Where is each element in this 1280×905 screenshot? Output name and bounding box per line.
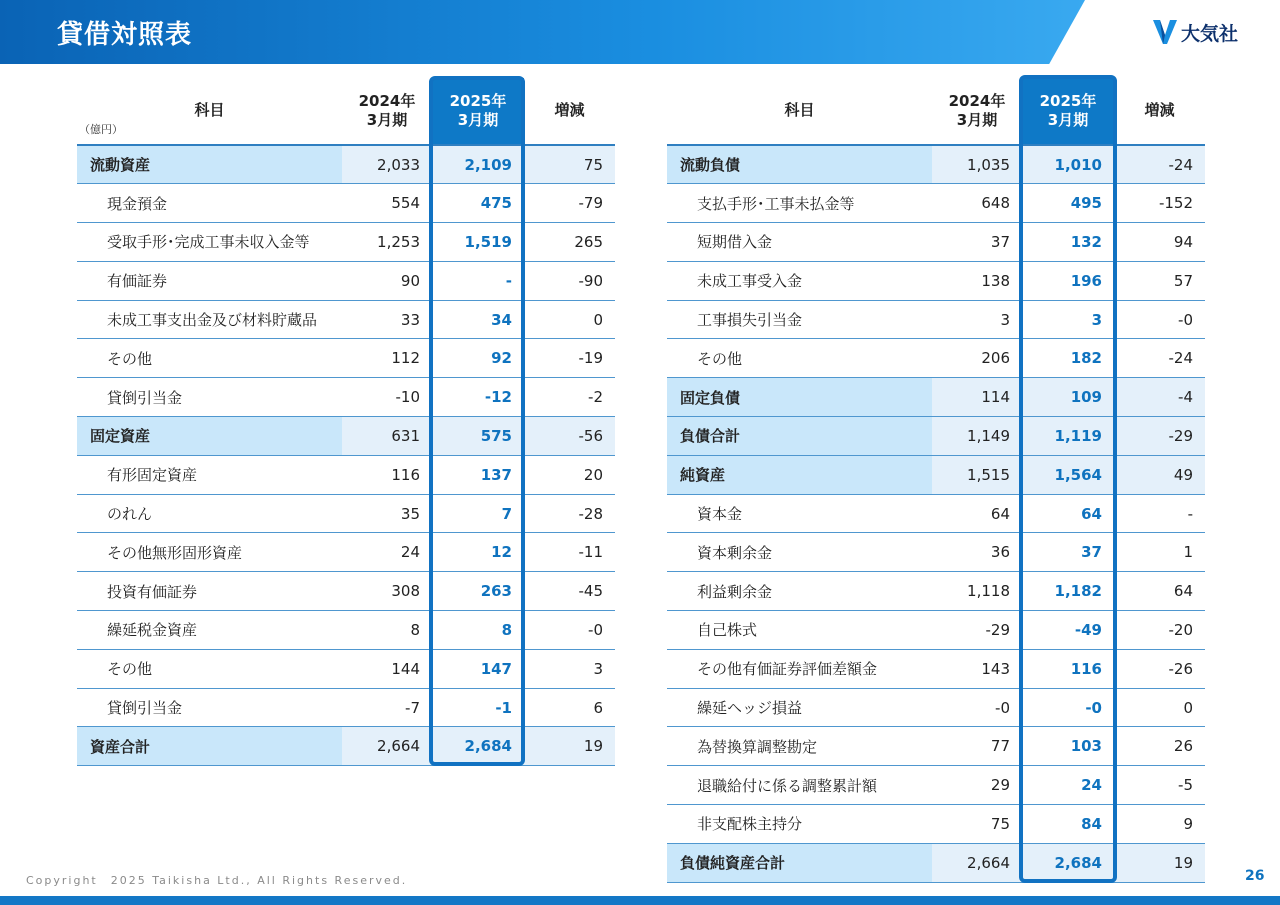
row-label: 繰延税金資産 (77, 611, 342, 650)
row-value-prev: 112 (342, 339, 432, 378)
row-value-prev: -10 (342, 378, 432, 417)
table-row-section (667, 145, 1205, 184)
row-label: 貸倒引当金 (77, 378, 342, 417)
row-value-cur: 64 (1022, 494, 1114, 533)
column-header-cur: 2025年 3月期 (432, 78, 524, 145)
row-value-diff: -152 (1114, 184, 1205, 223)
logo-mark-icon (1152, 18, 1178, 46)
row-value-diff: 9 (1114, 805, 1205, 844)
row-value-cur: 8 (432, 611, 524, 650)
row-value-cur: 109 (1022, 378, 1114, 417)
table-row (667, 184, 1205, 223)
row-value-prev: 33 (342, 300, 432, 339)
row-value-diff: -19 (524, 339, 615, 378)
table-row (667, 572, 1205, 611)
row-value-cur: 34 (432, 300, 524, 339)
row-value-prev: 24 (342, 533, 432, 572)
row-value-cur: 1,519 (432, 223, 524, 262)
row-label: その他無形固形資産 (77, 533, 342, 572)
row-value-cur: 196 (1022, 261, 1114, 300)
row-value-cur: 575 (432, 417, 524, 456)
table-row-section (667, 455, 1205, 494)
row-label: 利益剰余金 (667, 572, 932, 611)
row-label: 工事損失引当金 (667, 300, 932, 339)
row-label: 負債純資産合計 (667, 843, 932, 882)
row-value-prev: 1,149 (932, 417, 1022, 456)
row-value-diff: 94 (1114, 223, 1205, 262)
row-label: その他 (77, 339, 342, 378)
row-value-cur: -1 (432, 688, 524, 727)
row-value-diff: - (1114, 494, 1205, 533)
row-value-diff: -24 (1114, 339, 1205, 378)
row-value-cur: 2,684 (432, 727, 524, 766)
row-label: その他 (667, 339, 932, 378)
row-label: 純資産 (667, 455, 932, 494)
row-value-diff: -28 (524, 494, 615, 533)
table-row (77, 688, 615, 727)
row-value-cur: 147 (432, 649, 524, 688)
table-row (667, 300, 1205, 339)
row-value-prev: 75 (932, 805, 1022, 844)
row-value-cur: 1,010 (1022, 145, 1114, 184)
slide-header (0, 0, 1280, 64)
row-value-diff: 1 (1114, 533, 1205, 572)
table-row-section (77, 145, 615, 184)
page-title: 貸借対照表 (57, 20, 193, 50)
row-label: 未成工事支出金及び材料貯蔵品 (77, 300, 342, 339)
row-value-diff: -0 (1114, 300, 1205, 339)
row-value-cur: 1,119 (1022, 417, 1114, 456)
row-value-diff: 6 (524, 688, 615, 727)
row-value-diff: -11 (524, 533, 615, 572)
row-value-prev: 64 (932, 494, 1022, 533)
row-label: 現金預金 (77, 184, 342, 223)
row-label: 資本金 (667, 494, 932, 533)
table-row (77, 455, 615, 494)
row-value-prev: -29 (932, 611, 1022, 650)
row-value-cur: 7 (432, 494, 524, 533)
table-row (77, 533, 615, 572)
row-value-prev: 8 (342, 611, 432, 650)
row-value-diff: -56 (524, 417, 615, 456)
table-row (667, 339, 1205, 378)
unit-label: （億円） (79, 122, 123, 136)
company-logo (1152, 18, 1238, 46)
logo-text: 大気社 (1181, 22, 1239, 45)
row-value-prev: 1,035 (932, 145, 1022, 184)
table-row (77, 494, 615, 533)
row-value-prev: 3 (932, 300, 1022, 339)
row-value-prev: -0 (932, 688, 1022, 727)
row-label: 流動資産 (77, 145, 342, 184)
row-value-diff: 49 (1114, 455, 1205, 494)
row-value-diff: 26 (1114, 727, 1205, 766)
row-value-prev: 37 (932, 223, 1022, 262)
row-value-cur: -0 (1022, 688, 1114, 727)
row-label: 貸倒引当金 (77, 688, 342, 727)
row-label: 固定資産 (77, 417, 342, 456)
row-value-diff: 19 (524, 727, 615, 766)
row-label: 受取手形･完成工事未収入金等 (77, 223, 342, 262)
table-header-row (77, 78, 615, 145)
row-label: 未成工事受入金 (667, 261, 932, 300)
row-value-prev: 36 (932, 533, 1022, 572)
row-value-prev: -7 (342, 688, 432, 727)
row-value-diff: 19 (1114, 843, 1205, 882)
row-value-diff: 75 (524, 145, 615, 184)
row-value-prev: 143 (932, 649, 1022, 688)
row-value-prev: 1,118 (932, 572, 1022, 611)
row-value-diff: -0 (524, 611, 615, 650)
row-value-diff: -5 (1114, 766, 1205, 805)
row-label: 固定負債 (667, 378, 932, 417)
row-value-cur: -12 (432, 378, 524, 417)
row-value-diff: 3 (524, 649, 615, 688)
table-row (77, 378, 615, 417)
row-value-diff: 64 (1114, 572, 1205, 611)
row-label: 自己株式 (667, 611, 932, 650)
row-label: 資産合計 (77, 727, 342, 766)
row-value-diff: 265 (524, 223, 615, 262)
table-row (667, 223, 1205, 262)
row-value-prev: 138 (932, 261, 1022, 300)
row-value-cur: 475 (432, 184, 524, 223)
row-value-cur: 12 (432, 533, 524, 572)
copyright-text: Copyright 2025 Taikisha Ltd., All Rights Reserved. (26, 874, 408, 887)
table-row (667, 611, 1205, 650)
row-value-prev: 631 (342, 417, 432, 456)
row-label: 非支配株主持分 (667, 805, 932, 844)
row-value-diff: 20 (524, 455, 615, 494)
column-header-diff: 増減 (1114, 78, 1205, 145)
row-value-prev: 144 (342, 649, 432, 688)
row-label: 負債合計 (667, 417, 932, 456)
row-value-diff: 0 (524, 300, 615, 339)
row-value-cur: 2,684 (1022, 843, 1114, 882)
row-value-prev: 90 (342, 261, 432, 300)
row-label: 投資有価証券 (77, 572, 342, 611)
row-value-prev: 35 (342, 494, 432, 533)
row-value-cur: 84 (1022, 805, 1114, 844)
row-value-prev: 2,664 (342, 727, 432, 766)
row-label: のれん (77, 494, 342, 533)
row-label: 有形固定資産 (77, 455, 342, 494)
row-value-diff: 57 (1114, 261, 1205, 300)
table-row-section (77, 727, 615, 766)
table-row (77, 611, 615, 650)
row-value-cur: 1,182 (1022, 572, 1114, 611)
row-value-cur: 263 (432, 572, 524, 611)
table-row-section (667, 417, 1205, 456)
liabilities-table (667, 78, 1205, 883)
column-header-prev: 2024年 3月期 (932, 78, 1022, 145)
row-label: 支払手形･工事未払金等 (667, 184, 932, 223)
row-label: 短期借入金 (667, 223, 932, 262)
row-value-diff: -45 (524, 572, 615, 611)
table-row (77, 339, 615, 378)
row-value-diff: 0 (1114, 688, 1205, 727)
column-header-diff: 増減 (524, 78, 615, 145)
row-value-prev: 2,033 (342, 145, 432, 184)
table-row (667, 727, 1205, 766)
assets-table (77, 78, 615, 766)
row-value-prev: 29 (932, 766, 1022, 805)
row-value-cur: 92 (432, 339, 524, 378)
row-value-diff: -2 (524, 378, 615, 417)
row-value-cur: 116 (1022, 649, 1114, 688)
table-row (667, 261, 1205, 300)
row-value-cur: -49 (1022, 611, 1114, 650)
row-value-prev: 206 (932, 339, 1022, 378)
row-value-cur: 3 (1022, 300, 1114, 339)
row-value-cur: 2,109 (432, 145, 524, 184)
row-value-prev: 308 (342, 572, 432, 611)
row-value-cur: 182 (1022, 339, 1114, 378)
row-value-prev: 116 (342, 455, 432, 494)
row-value-cur: 24 (1022, 766, 1114, 805)
row-value-cur: - (432, 261, 524, 300)
row-label: 為替換算調整勘定 (667, 727, 932, 766)
row-label: 退職給付に係る調整累計額 (667, 766, 932, 805)
row-value-diff: -26 (1114, 649, 1205, 688)
row-value-prev: 114 (932, 378, 1022, 417)
bottom-bar (0, 896, 1280, 905)
row-value-diff: -79 (524, 184, 615, 223)
row-value-diff: -29 (1114, 417, 1205, 456)
row-value-prev: 1,515 (932, 455, 1022, 494)
column-header-item: 科目 (667, 78, 932, 145)
row-label: その他 (77, 649, 342, 688)
row-value-cur: 1,564 (1022, 455, 1114, 494)
row-label: 有価証券 (77, 261, 342, 300)
table-header-row (667, 78, 1205, 145)
row-label: その他有価証券評価差額金 (667, 649, 932, 688)
table-row (667, 805, 1205, 844)
row-value-diff: -4 (1114, 378, 1205, 417)
table-row (667, 688, 1205, 727)
row-value-cur: 137 (432, 455, 524, 494)
row-value-prev: 1,253 (342, 223, 432, 262)
table-row-section (77, 417, 615, 456)
table-row-section (667, 378, 1205, 417)
row-label: 資本剰余金 (667, 533, 932, 572)
table-row (77, 572, 615, 611)
table-row (667, 649, 1205, 688)
row-label: 流動負債 (667, 145, 932, 184)
table-row-section (667, 843, 1205, 882)
table-row (667, 533, 1205, 572)
row-value-prev: 554 (342, 184, 432, 223)
row-label: 繰延ヘッジ損益 (667, 688, 932, 727)
column-header-prev: 2024年 3月期 (342, 78, 432, 145)
table-row (77, 261, 615, 300)
table-row (667, 766, 1205, 805)
row-value-diff: -90 (524, 261, 615, 300)
table-row (77, 300, 615, 339)
table-row (667, 494, 1205, 533)
page-number: 26 (1245, 868, 1265, 884)
row-value-diff: -20 (1114, 611, 1205, 650)
row-value-cur: 37 (1022, 533, 1114, 572)
row-value-prev: 2,664 (932, 843, 1022, 882)
row-value-prev: 648 (932, 184, 1022, 223)
table-row (77, 223, 615, 262)
row-value-prev: 77 (932, 727, 1022, 766)
table-row (77, 649, 615, 688)
column-header-cur: 2025年 3月期 (1022, 78, 1114, 145)
row-value-cur: 132 (1022, 223, 1114, 262)
row-value-diff: -24 (1114, 145, 1205, 184)
column-header-item: 科目 （億円） (77, 78, 342, 145)
row-value-cur: 495 (1022, 184, 1114, 223)
row-value-cur: 103 (1022, 727, 1114, 766)
table-row (77, 184, 615, 223)
